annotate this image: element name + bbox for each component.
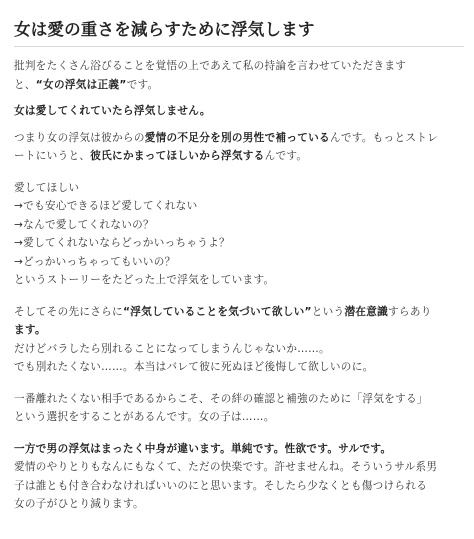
text-line [14, 390, 464, 409]
text-line [14, 358, 464, 377]
paragraph-gap [14, 166, 464, 179]
text-line [14, 340, 464, 359]
text-run: そしてその先にさらに [14, 305, 123, 318]
text-run: という [311, 305, 345, 318]
text-run: すらあり [388, 305, 432, 318]
text-run: 女の子がひとり減ります。 [14, 498, 144, 510]
text-line [14, 234, 464, 253]
paragraph-gap [14, 121, 464, 129]
text-run: 一番離れたくない相手であるからこそ、その絆の確認と補強のために「浮気をする」 [14, 392, 428, 405]
text-line [14, 76, 464, 95]
bold-text: 愛情の不足分を別の男性で補っている [144, 131, 330, 144]
text-run: でも別れたくない……。本当はバレて彼に死ぬほど後悔して欲しいのに。 [14, 361, 374, 373]
bold-text: 彼氏にかまってほしいから浮気する [90, 150, 265, 162]
article-title: 女は愛の重さを減らすために浮気します [14, 20, 315, 39]
text-line [14, 477, 464, 496]
text-line [14, 179, 464, 198]
text-line [14, 408, 464, 427]
paragraph [14, 102, 464, 121]
text-line [14, 458, 464, 477]
title-divider [14, 46, 464, 47]
bold-text: ます。 [14, 324, 46, 336]
text-run: 愛情のやりとりもなんにもなくて、ただの快楽です。許せませんね。そういうサル系男 [14, 461, 438, 473]
article-body [14, 57, 464, 514]
text-line [14, 147, 464, 166]
paragraph-gap [14, 427, 464, 440]
text-line [14, 440, 464, 459]
text-line [14, 253, 464, 272]
text-run: →でも安心できるほど愛してくれない [14, 200, 198, 212]
text-line [14, 495, 464, 514]
text-run: つまり女の浮気は彼からの [14, 131, 145, 144]
text-run: んです。 [264, 150, 308, 162]
text-line [14, 271, 464, 290]
text-run: と、 [14, 78, 36, 91]
text-run: 愛してほしい [14, 181, 80, 194]
bold-text: 潜在意識 [344, 305, 389, 318]
text-line [14, 303, 464, 322]
text-line [14, 102, 464, 121]
text-line [14, 216, 464, 235]
text-run: ートにいうと、 [14, 150, 91, 162]
text-run: →どっかいっちゃってもいいの？ [14, 255, 176, 268]
bold-text: 女は愛してくれていたら浮気しません。 [14, 105, 211, 117]
text-line [14, 197, 464, 216]
text-line [14, 321, 464, 340]
paragraph [14, 390, 464, 427]
paragraph [14, 129, 464, 166]
text-run: だけどバラしたら別れることになってしまうんじゃないか……。 [14, 342, 330, 355]
paragraph [14, 440, 464, 514]
text-run: →愛してくれないならどっかいっちゃうよ？ [14, 237, 230, 249]
text-line [14, 57, 464, 76]
text-run: んです。もっとストレ [329, 131, 439, 144]
text-line [14, 129, 464, 148]
paragraph [14, 179, 464, 290]
bold-text: “浮気していることを気づいて欲しい” [122, 305, 312, 318]
text-run: 子は誰とも付き合わなければいいのにと思います。そしたら少なくとも傷つけられる [14, 479, 428, 492]
text-run: という選択をすることがあるんです。女の子は……。 [14, 411, 275, 423]
paragraph-gap [14, 377, 464, 390]
text-run: です。 [126, 78, 159, 91]
bold-text: “女の浮気は正義” [35, 78, 127, 91]
bold-text: 一方で男の浮気はまったく中身が違います。単純です。性欲です。サルです。 [14, 442, 392, 455]
text-run: →なんで愛してくれないの？ [14, 218, 154, 231]
paragraph [14, 57, 464, 94]
paragraph-gap [14, 94, 464, 102]
text-run: というストーリーをたどった上で浮気をしています。 [14, 274, 275, 286]
paragraph [14, 303, 464, 377]
text-run: 批判をたくさん浴びることを覚悟の上であえて私の持論を言わせていただきます [14, 60, 407, 72]
paragraph-gap [14, 290, 464, 303]
